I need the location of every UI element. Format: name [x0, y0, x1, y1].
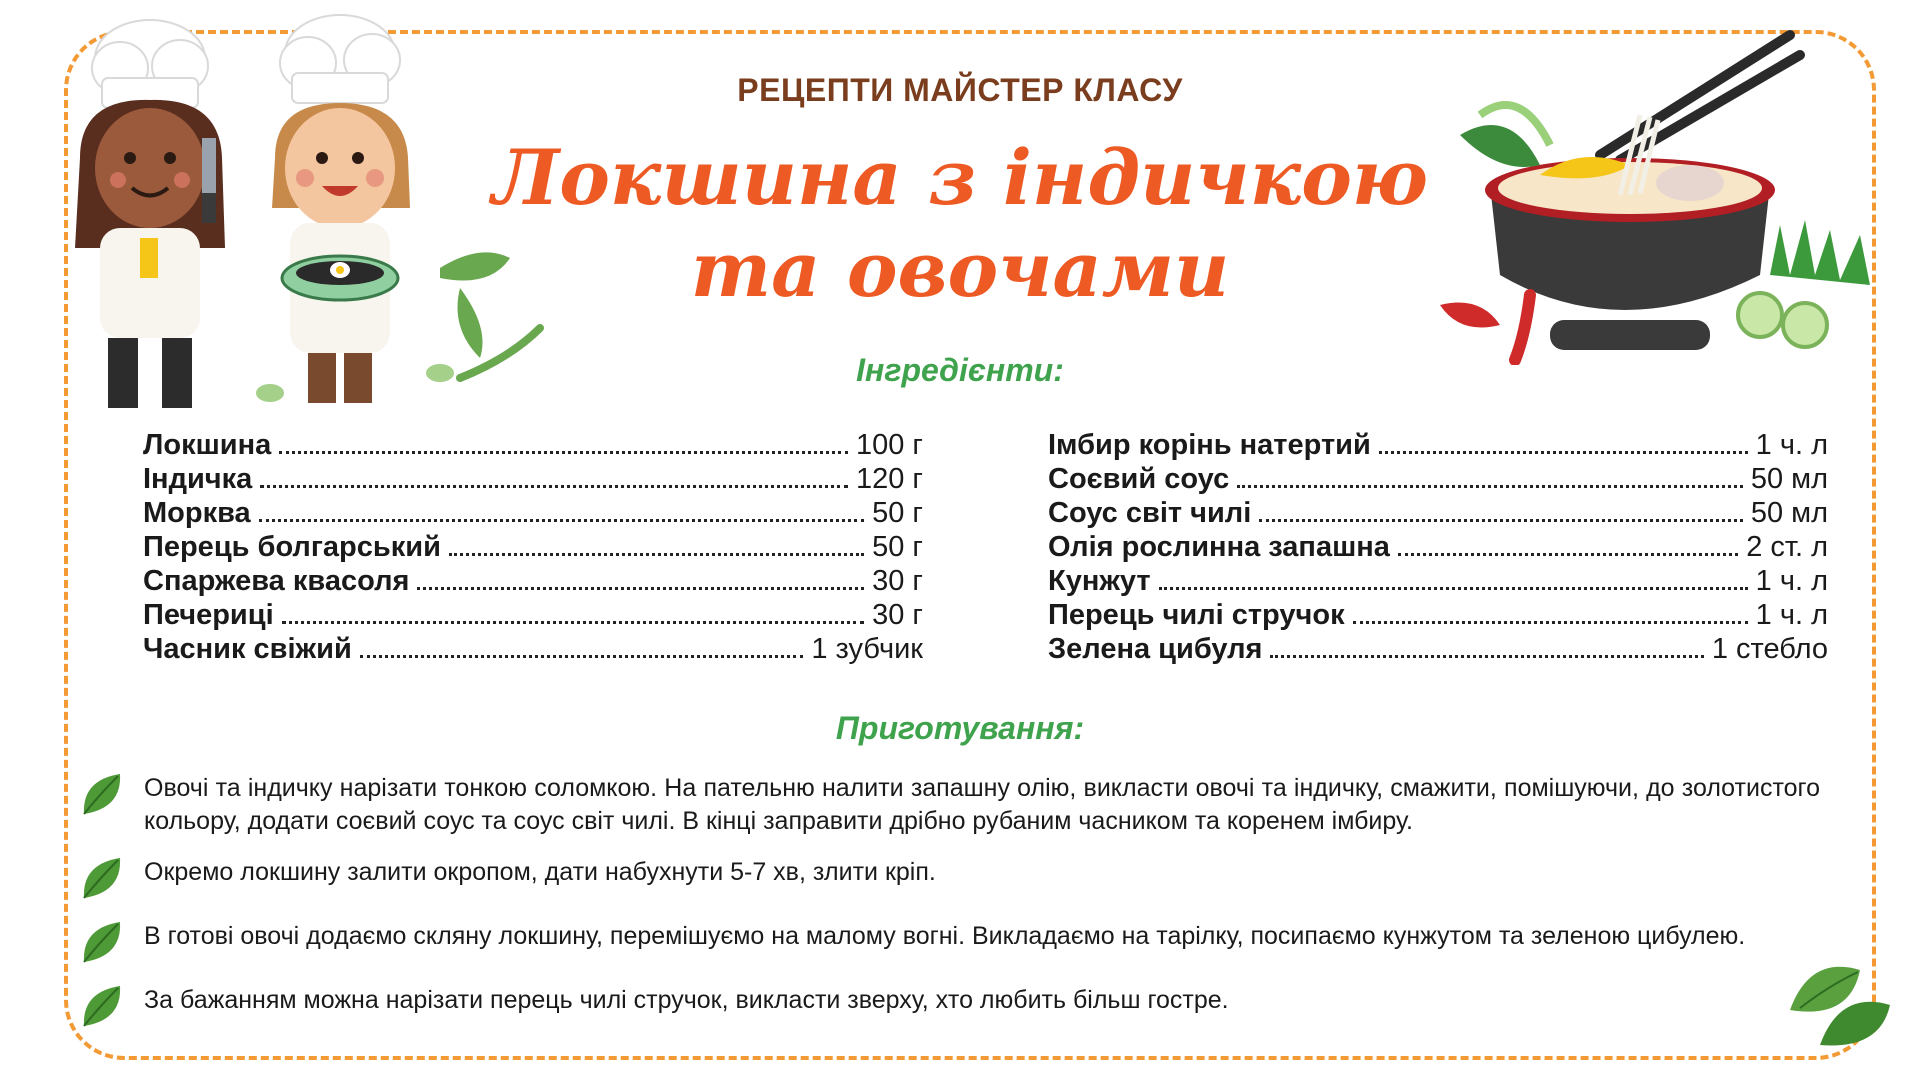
ingredient-name: Морква	[143, 497, 251, 529]
ingredient-name: Соус світ чилі	[1048, 497, 1252, 529]
dot-leader	[449, 553, 864, 556]
dot-leader	[1353, 621, 1748, 624]
ingredient-quantity: 50 мл	[1750, 497, 1828, 529]
ingredient-quantity: 50 мл	[1750, 463, 1828, 495]
ingredients-right-column	[1048, 428, 1828, 666]
dot-leader	[1237, 485, 1743, 488]
basil-leaf-icon	[80, 854, 124, 902]
ingredient-row	[1048, 462, 1828, 496]
ingredient-name: Кунжут	[1048, 565, 1151, 597]
ingredient-quantity: 120 г	[855, 463, 923, 495]
ingredient-quantity: 30 г	[872, 565, 923, 597]
ingredient-name: Спаржева квасоля	[143, 565, 410, 597]
dot-leader	[279, 451, 848, 454]
ingredient-name: Соєвий соус	[1048, 463, 1230, 495]
ingredient-row	[1048, 496, 1828, 530]
step-text: Окремо локшину залити окропом, дати набухнути 5-7 хв, злити кріп.	[144, 858, 936, 886]
ingredient-row	[1048, 530, 1828, 564]
dot-leader	[417, 587, 864, 590]
page-subtitle: РЕЦЕПТИ МАЙСТЕР КЛАСУ	[737, 72, 1183, 108]
preparation-step	[80, 984, 1820, 1030]
ingredient-name: Локшина	[143, 429, 272, 461]
page-title-line-1: Локшина з індичкою	[491, 133, 1428, 222]
basil-leaf-icon	[80, 918, 124, 966]
ingredient-row	[143, 462, 923, 496]
ingredient-name: Імбир корінь натертий	[1048, 429, 1371, 461]
ingredient-name: Індичка	[143, 463, 253, 495]
dot-leader	[260, 485, 848, 488]
dot-leader	[360, 655, 804, 658]
ingredient-name: Перець чилі стручок	[1048, 599, 1345, 631]
ingredient-quantity: 50 г	[872, 497, 923, 529]
ingredient-quantity: 30 г	[872, 599, 923, 631]
ingredient-row	[1048, 598, 1828, 632]
ingredient-quantity: 50 г	[872, 531, 923, 563]
basil-leaf-icon	[80, 982, 124, 1030]
ingredient-quantity: 1 стебло	[1711, 633, 1828, 665]
ingredient-name: Зелена цибуля	[1048, 633, 1263, 665]
dot-leader	[1159, 587, 1748, 590]
ingredient-row	[143, 496, 923, 530]
step-text: Овочі та індичку нарізати тонкою соломкою. На пательню налити запашну олію, викласти овочі та індичку, смажити, помішуючи, до золотистого кольору, додати соєвий соус та соус світ чилі. В кінці заправити дрібно рубаним часником та коренем імбиру.	[144, 774, 1820, 835]
ingredient-name: Печериці	[143, 599, 274, 631]
ingredient-name: Перець болгарський	[143, 531, 441, 563]
ingredients-heading: Інгредієнти:	[856, 352, 1064, 388]
preparation-step	[80, 856, 1820, 902]
ingredient-row	[143, 598, 923, 632]
ingredient-row	[143, 632, 923, 666]
preparation-step	[80, 920, 1820, 966]
ingredient-name: Олія рослинна запашна	[1048, 531, 1390, 563]
dot-leader	[1398, 553, 1738, 556]
dot-leader	[259, 519, 864, 522]
dot-leader	[1259, 519, 1743, 522]
basil-leaf-icon	[80, 770, 124, 818]
ingredient-row	[143, 564, 923, 598]
preparation-step	[80, 772, 1820, 838]
dot-leader	[1379, 451, 1748, 454]
ingredient-quantity: 2 ст. л	[1746, 531, 1828, 563]
ingredient-row	[1048, 564, 1828, 598]
ingredient-quantity: 1 ч. л	[1755, 565, 1828, 597]
dot-leader	[282, 621, 864, 624]
ingredient-quantity: 1 ч. л	[1755, 429, 1828, 461]
dot-leader	[1270, 655, 1703, 658]
ingredient-row	[143, 530, 923, 564]
preparation-heading: Приготування:	[835, 710, 1085, 746]
ingredient-row	[143, 428, 923, 462]
ingredient-quantity: 100 г	[855, 429, 923, 461]
step-text: За бажанням можна нарізати перець чилі стручок, викласти зверху, хто любить більш гостре.	[144, 986, 1229, 1014]
ingredient-quantity: 1 ч. л	[1755, 599, 1828, 631]
ingredient-row	[1048, 632, 1828, 666]
page-title-line-2: та овочами	[690, 225, 1230, 314]
ingredients-left-column	[143, 428, 923, 666]
step-text: В готові овочі додаємо скляну локшину, перемішуємо на малому вогні. Викладаємо на тарілку, посипаємо кунжутом та зеленою цибулею.	[144, 922, 1746, 950]
ingredient-name: Часник свіжий	[143, 633, 352, 665]
ingredient-quantity: 1 зубчик	[811, 633, 923, 665]
ingredient-row	[1048, 428, 1828, 462]
preparation-steps	[80, 772, 1820, 1048]
